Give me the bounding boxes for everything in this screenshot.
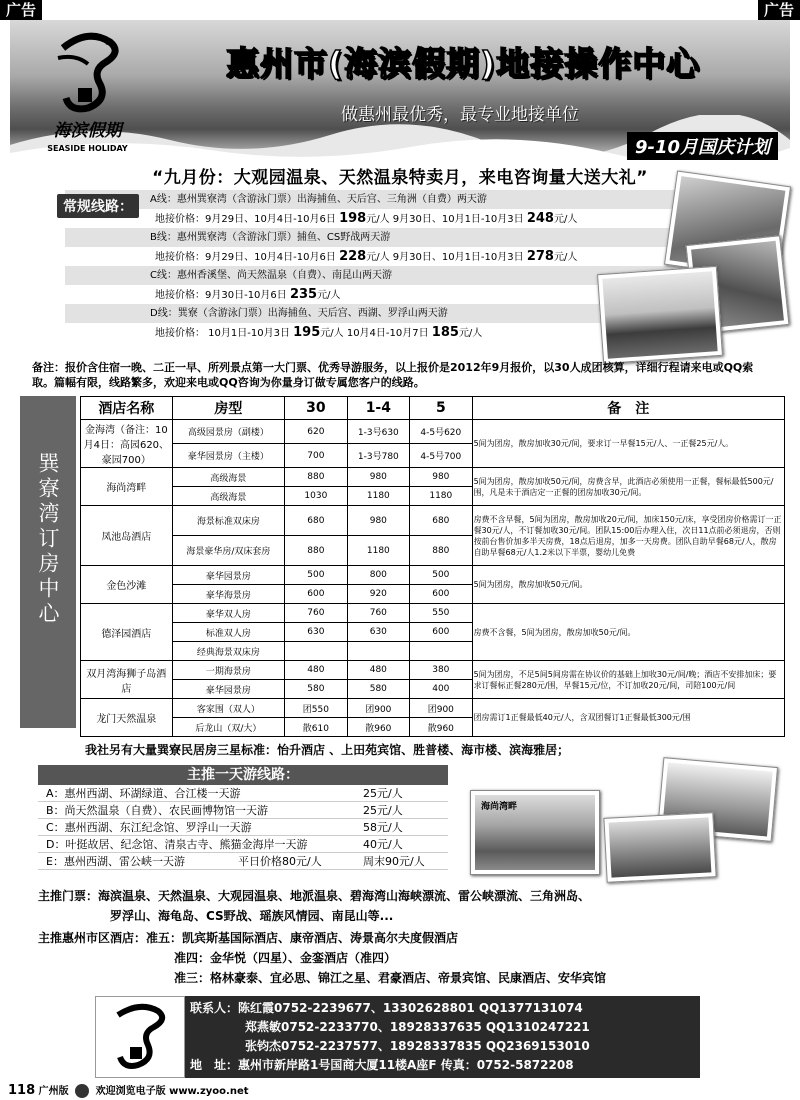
col-5: 5 [410, 397, 472, 420]
ad-label-right: 广告 [758, 0, 800, 20]
hotel-name: 金色沙滩 [81, 566, 173, 604]
room-type: 豪华园景房 [172, 566, 284, 585]
city-hotels-line: 准三：格林豪泰、宜必思、锦江之星、君豪酒店、帝景宾馆、民康酒店、安华宾馆 [174, 971, 607, 985]
price-1-4: 630 [347, 623, 409, 642]
photo-caption: 海尚湾畔 [481, 802, 518, 812]
hotel-note: 5间为团房，散房加收50元/间，房费含早，此酒店必须使用一正餐，餐标最低500元/围，凡是未于酒店定一正餐的团房加收30元/间。 [472, 468, 784, 506]
hotel-note: 房费不含早餐，5间为团房，散房加收20元/间，加床150元/床，享受团房价格需订一正餐30元/人，不订餐加收30元/间。团队15:00后办理入住，次日11点前必须退房，否则按前台售价加多半天房费，18点后退房，加多一天房费。团队自助早餐68元/人，散房自助早餐68元/人1.2米以下半票，婴幼儿免费 [472, 506, 784, 566]
hotel-name: 金海湾（备注：10月4日：高园620、豪园700） [81, 420, 173, 468]
hotel-price-table [80, 396, 785, 737]
coast-photo [603, 812, 716, 883]
room-type: 豪华海景房 [172, 585, 284, 604]
day-tour-item: C：惠州西湖、东江纪念馆、罗浮山一天游 58元/人 [38, 819, 448, 836]
table-row [81, 661, 785, 680]
dragon-logo-icon [48, 28, 128, 113]
tickets-line2: 罗浮山、海龟岛、CS野战、瑶族风情园、南昆山等... [110, 909, 394, 923]
plan-badge: 9-10月国庆计划 [627, 132, 778, 160]
vertical-title: 巽寮湾订房中心 [36, 452, 60, 627]
table-row [81, 468, 785, 487]
price-5: 4-5号700 [410, 444, 472, 468]
price-5: 散960 [410, 718, 472, 737]
price-1-4: 1-3号630 [347, 420, 409, 444]
price-5: 380 [410, 661, 472, 680]
route-row: A线：惠州巽寮湾（含游泳门票）出海捕鱼、天后宫、三角洲（自费）两天游 [65, 190, 720, 209]
route-row: D线：巽寮（含游泳门票）出海捕鱼、天后宫、西湖、罗浮山两天游 [65, 304, 720, 323]
price-1-4: 团900 [347, 699, 409, 718]
ad-label-left: 广告 [0, 0, 42, 20]
route-price-row: 地接价格：9月30日-10月6日 235元/人 [155, 287, 341, 302]
hotel-name: 海尚湾畔 [81, 468, 173, 506]
room-type: 一期海景房 [172, 661, 284, 680]
dragon-logo-icon [96, 997, 184, 1077]
room-type: 经典海景双床房 [172, 642, 284, 661]
price-30: 480 [285, 661, 347, 680]
contact-person: 张钧杰0752-2237577、18928337835 QQ2369153010 [245, 1039, 590, 1053]
hotel-note: 团房需订1正餐最低40元/人，含双团餐订1正餐最低300元/围 [472, 699, 784, 737]
price-30: 散610 [285, 718, 347, 737]
promo-banner: “九月份：大观园温泉、天然温泉特卖月，来电咨询量大送大礼” [152, 168, 648, 188]
hotel-name: 凤池岛酒店 [81, 506, 173, 566]
footer-text: 欢迎浏览电子版 www.zyoo.net [95, 1086, 249, 1097]
room-type: 海景标准双床房 [172, 506, 284, 536]
tickets-section [38, 886, 778, 926]
col-hotel-name: 酒店名称 [81, 397, 173, 420]
day-tour-item: D：叶挺故居、纪念馆、清泉古寺、熊猫金海岸一天游 40元/人 [38, 836, 448, 853]
note-text: 备注：报价含住宿一晚、二正一早、所列景点第一大门票、优秀导游服务，以上报价是2012年9月报价，以30人成团核算，详细行程请来电或QQ索取。篇幅有限，线路繁多，欢迎来电或QQ咨询为你量身订做专属您客户的线路。 [32, 361, 754, 389]
price-30: 600 [285, 585, 347, 604]
city-hotels-line: 准五：凯宾斯基国际酒店、康帝酒店、涛景高尔夫度假酒店 [146, 931, 459, 945]
route-price-row: 地接价格：9月29日、10月4日-10月6日 228元/人 9月30日、10月1日-10月3日 278元/人 [155, 249, 578, 264]
price-1-4 [347, 642, 409, 661]
hotel-name: 龙门天然温泉 [81, 699, 173, 737]
price-30: 620 [285, 420, 347, 444]
price-1-4: 800 [347, 566, 409, 585]
price-5 [410, 642, 472, 661]
table-row [81, 420, 785, 444]
table-row [81, 566, 785, 585]
price-1-4: 1-3号780 [347, 444, 409, 468]
page-number: 118 [8, 1083, 36, 1098]
price-5: 600 [410, 623, 472, 642]
route-row: B线：惠州巽寮湾（含游泳门票）捕鱼、CS野战两天游 [65, 228, 720, 247]
room-type: 豪华园景房 [172, 680, 284, 699]
route-row: C线：惠州香溪堡、尚天然温泉（自费）、南昆山两天游 [65, 266, 720, 285]
day-tour-item: E：惠州西湖、雷公峡一天游 平日价格80元/人 周末90元/人 [38, 853, 448, 870]
tickets-label: 主推门票： [38, 889, 99, 903]
room-type: 标准双人房 [172, 623, 284, 642]
price-1-4: 1180 [347, 536, 409, 566]
footer [8, 1082, 249, 1098]
table-header-row [81, 397, 785, 420]
price-5: 550 [410, 604, 472, 623]
room-type: 高级海景 [172, 487, 284, 506]
price-30: 760 [285, 604, 347, 623]
tickets-line1: 海滨温泉、天然温泉、大观园温泉、地派温泉、碧海湾山海峡漂流、雷公峡漂流、三角洲岛、 [98, 889, 591, 903]
route-price-row: 地接价格： 10月1日-10月3日 195元/人 10月4日-10月7日 185元/人 [155, 325, 483, 340]
booking-center-title [20, 396, 76, 728]
day-tours-section [38, 765, 448, 870]
header-banner [10, 20, 790, 160]
routes-label: 常规线路： [57, 194, 139, 218]
hotel-name: 双月湾海狮子岛酒店 [81, 661, 173, 699]
price-5: 1180 [410, 487, 472, 506]
price-1-4: 760 [347, 604, 409, 623]
price-1-4: 980 [347, 468, 409, 487]
price-1-4: 480 [347, 661, 409, 680]
price-5: 500 [410, 566, 472, 585]
day-tour-item: A：惠州西湖、环湖绿道、合江楼一天游 25元/人 [38, 785, 448, 802]
price-1-4: 920 [347, 585, 409, 604]
footer-icon [75, 1084, 89, 1098]
resort-photo [597, 266, 723, 364]
contact-person: 郑燕敏0752-2233770、18928337635 QQ1310247221 [245, 1020, 590, 1034]
hotel-note: 房费不含餐，5间为团房，散房加收50元/间。 [472, 604, 784, 661]
logo-cn: 海滨假期 [53, 121, 122, 141]
room-type: 豪华园景房（主楼） [172, 444, 284, 468]
room-type: 海景豪华房/双床套房 [172, 536, 284, 566]
price-1-4: 580 [347, 680, 409, 699]
table-row [81, 699, 785, 718]
hotel-note: 5间为团房，散房加收30元/间，要求订一早餐15元/人、一正餐25元/人。 [472, 420, 784, 468]
contact-person: 陈红霞0752-2239677、13302628801 QQ1377131074 [238, 1001, 583, 1015]
col-1-4: 1-4 [347, 397, 409, 420]
city-hotels-label: 主推惠州市区酒店： [38, 931, 147, 945]
price-5: 400 [410, 680, 472, 699]
city-hotels-section [38, 928, 778, 988]
price-5: 680 [410, 506, 472, 536]
page-title: 惠州市(海滨假期)地接操作中心 [225, 44, 701, 83]
price-5: 880 [410, 536, 472, 566]
contact-logo [95, 996, 185, 1078]
room-type: 豪华双人房 [172, 604, 284, 623]
price-30: 680 [285, 506, 347, 536]
day-tours-title: 主推一天游线路： [38, 765, 448, 785]
price-30: 1030 [285, 487, 347, 506]
price-30: 团550 [285, 699, 347, 718]
route-price-row: 地接价格：9月29日、10月4日-10月6日 198元/人 9月30日、10月1日-10月3日 248元/人 [155, 211, 578, 226]
logo [35, 28, 140, 153]
col-30: 30 [285, 397, 347, 420]
contact-address: 地 址：惠州市新岸路1号国商大厦11楼A座F 传真：0752-5872208 [190, 1058, 574, 1072]
logo-en: SEASIDE HOLIDAY [47, 144, 128, 153]
city-hotels-line: 准四：金华悦（四星）、金銮酒店（准四） [174, 951, 397, 965]
day-tour-item: B：尚天然温泉（自费）、农民画博物馆一天游 25元/人 [38, 802, 448, 819]
contact-section [95, 996, 700, 1078]
price-30: 880 [285, 536, 347, 566]
other-hotels: 我社另有大量巽寮民居房三星标准：怡升酒店 、上田苑宾馆、胜普楼、海市楼、滨海雅居； [85, 743, 570, 757]
col-room-type: 房型 [172, 397, 284, 420]
price-1-4: 980 [347, 506, 409, 536]
price-30: 500 [285, 566, 347, 585]
room-type: 高级园景房（副楼） [172, 420, 284, 444]
beach-hotel-photo [470, 790, 600, 875]
price-30: 700 [285, 444, 347, 468]
price-5: 团900 [410, 699, 472, 718]
edition: 广州版 [38, 1086, 69, 1097]
price-1-4: 1180 [347, 487, 409, 506]
hotel-note: 5间为团房，不足5间5间房需在协议价的基础上加收30元/间/晚；酒店不安排加床；要求订餐标正餐280元/围，早餐15元/位，不订加收20元/间，司陪100元/间 [472, 661, 784, 699]
col-notes: 备 注 [472, 397, 784, 420]
price-5: 4-5号620 [410, 420, 472, 444]
price-5: 600 [410, 585, 472, 604]
table-row [81, 604, 785, 623]
hotel-note: 5间为团房，散房加收50元/间。 [472, 566, 784, 604]
hotel-name: 德泽园酒店 [81, 604, 173, 661]
price-5: 980 [410, 468, 472, 487]
price-30 [285, 642, 347, 661]
contact-label: 联系人： [190, 1001, 239, 1015]
room-type: 高级海景 [172, 468, 284, 487]
price-1-4: 散960 [347, 718, 409, 737]
price-30: 880 [285, 468, 347, 487]
price-30: 580 [285, 680, 347, 699]
room-type: 后龙山（双/大） [172, 718, 284, 737]
room-type: 客家围（双人） [172, 699, 284, 718]
page-subtitle: 做惠州最优秀，最专业地接单位 [341, 105, 579, 125]
price-30: 630 [285, 623, 347, 642]
table-row [81, 506, 785, 536]
